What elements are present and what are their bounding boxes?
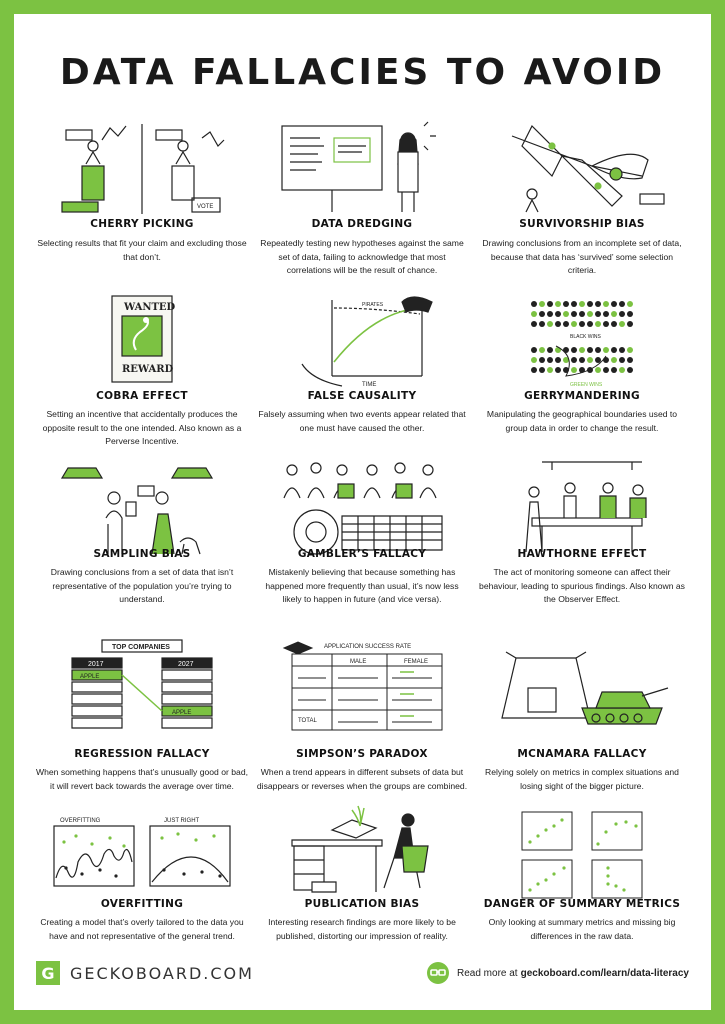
pirates-label: PIRATES [362, 302, 384, 308]
dot-grid-top [531, 301, 633, 327]
scatter-plots-icon [492, 806, 672, 906]
fallacy-name: COBRA EFFECT [96, 390, 188, 402]
fallacy-description: Selecting results that fit your claim and excluding those that don’t. [37, 238, 247, 262]
green-wins-label: GREEN WINS [570, 382, 603, 388]
read-more-url[interactable]: geckoboard.com/learn/data-literacy [520, 967, 689, 979]
fallacy-name: HAWTHORNE EFFECT [517, 548, 647, 560]
pirate-chart-icon [272, 292, 452, 392]
fallacy-name: SAMPLING BIAS [93, 548, 191, 560]
year-b-label: 2027 [178, 661, 194, 668]
desk-icon [272, 800, 452, 900]
apple-label-b: APPLE [172, 710, 192, 716]
top-companies-label: TOP COMPANIES [112, 644, 170, 651]
vote-label: VOTE [197, 204, 214, 210]
fallacy-description: Creating a model that’s overly tailored to the data you have and not representative of the general trend. [40, 917, 244, 941]
fallacy-description: Relying solely on metrics in complex situations and losing sight of the bigger picture. [485, 767, 679, 791]
page-title: DATA FALLACIES TO AVOID [59, 52, 666, 93]
fallacy-name: DATA DREDGING [311, 218, 413, 230]
fallacy-description: When a trend appears in different subsets of data but disappears or reverses when the groups are combined. [256, 767, 468, 791]
fallacy-name: REGRESSION FALLACY [74, 748, 210, 760]
apple-label-a: APPLE [80, 674, 100, 680]
fallacy-name: SIMPSON’S PARADOX [296, 748, 428, 760]
podium-icon [52, 116, 232, 216]
just-right-label: JUST RIGHT [164, 818, 200, 824]
fallacy-name: PUBLICATION BIAS [304, 898, 420, 910]
brand-logo[interactable] [36, 960, 254, 986]
survey-people-icon [52, 458, 232, 558]
tank-icon [492, 638, 672, 738]
fallacy-name: MCNAMARA FALLACY [517, 748, 647, 760]
read-more-link[interactable] [427, 962, 689, 984]
curve-fit-icon [52, 812, 232, 912]
fallacy-name: GAMBLER’S FALLACY [297, 548, 427, 560]
overfitting-label: OVERFITTING [60, 818, 101, 824]
wanted-label: WANTED [124, 302, 176, 313]
fallacy-name: DANGER OF SUMMARY METRICS [483, 898, 681, 910]
male-label: MALE [350, 659, 367, 665]
fallacy-name: OVERFITTING [100, 898, 184, 910]
gecko-logo-icon: G [36, 961, 60, 985]
glasses-icon [427, 962, 449, 984]
roulette-icon [272, 458, 452, 558]
fallacy-description: Only looking at summary metrics and missing big differences in the raw data. [488, 917, 676, 941]
female-label: FEMALE [404, 659, 429, 665]
fallacy-description: The act of monitoring someone can affect their behaviour, leading to spurious findings. Also known as the Observer Effect. [479, 567, 685, 604]
fallacy-description: Manipulating the geographical boundaries used to group data in order to change the result. [486, 409, 678, 433]
brand-name: GECKOBOARD.COM [70, 963, 254, 983]
wanted-poster-icon [52, 292, 232, 392]
whiteboard-icon [272, 116, 452, 216]
fallacy-description: Interesting research findings are more likely to be published, distorting our impression of reality. [268, 917, 456, 941]
dot-grid-bottom [531, 347, 633, 373]
poster [14, 14, 711, 1010]
plane-icon [492, 116, 672, 216]
fallacy-description: Repeatedly testing new hypotheses against the same set of data, failing to acknowledge that most correlations will be the result of chance. [260, 238, 464, 275]
year-a-label: 2017 [88, 661, 104, 668]
fallacy-description: Drawing conclusions from a set of data that isn’t representative of the population you’re trying to understand. [50, 567, 234, 604]
table-icon [272, 638, 452, 738]
reward-label: REWARD [122, 364, 174, 375]
fallacy-description: When something happens that’s unusually good or bad, it will revert back towards the average over time. [36, 767, 248, 791]
fallacy-description: Mistakenly believing that because something has happened more frequently than usual, it’s now less likely to happen in future (and vice versa). [265, 567, 459, 604]
fallacy-description: Falsely assuming when two events appear related that one must have caused the other. [258, 409, 466, 433]
dot-grid-icon [492, 292, 672, 392]
application-rate-label: APPLICATION SUCCESS RATE [324, 644, 412, 650]
fallacy-description: Setting an incentive that accidentally produces the opposite result to the one intended. Also known as a Perverse Incentive. [42, 409, 242, 446]
fallacy-name: FALSE CAUSALITY [307, 390, 417, 402]
fallacy-name: GERRYMANDERING [524, 390, 640, 402]
total-label: TOTAL [298, 718, 317, 724]
workers-icon [492, 458, 672, 558]
fallacy-name: SURVIVORSHIP BIAS [519, 218, 645, 230]
black-wins-label: BLACK WINS [570, 334, 601, 340]
fallacy-name: CHERRY PICKING [90, 218, 194, 230]
fallacy-description: Drawing conclusions from an incomplete set of data, because that data has ‘survived’ some selection criteria. [482, 238, 682, 275]
ranking-icon [52, 638, 232, 738]
time-label: TIME [362, 382, 377, 388]
read-more-text: Read more at [457, 967, 518, 979]
